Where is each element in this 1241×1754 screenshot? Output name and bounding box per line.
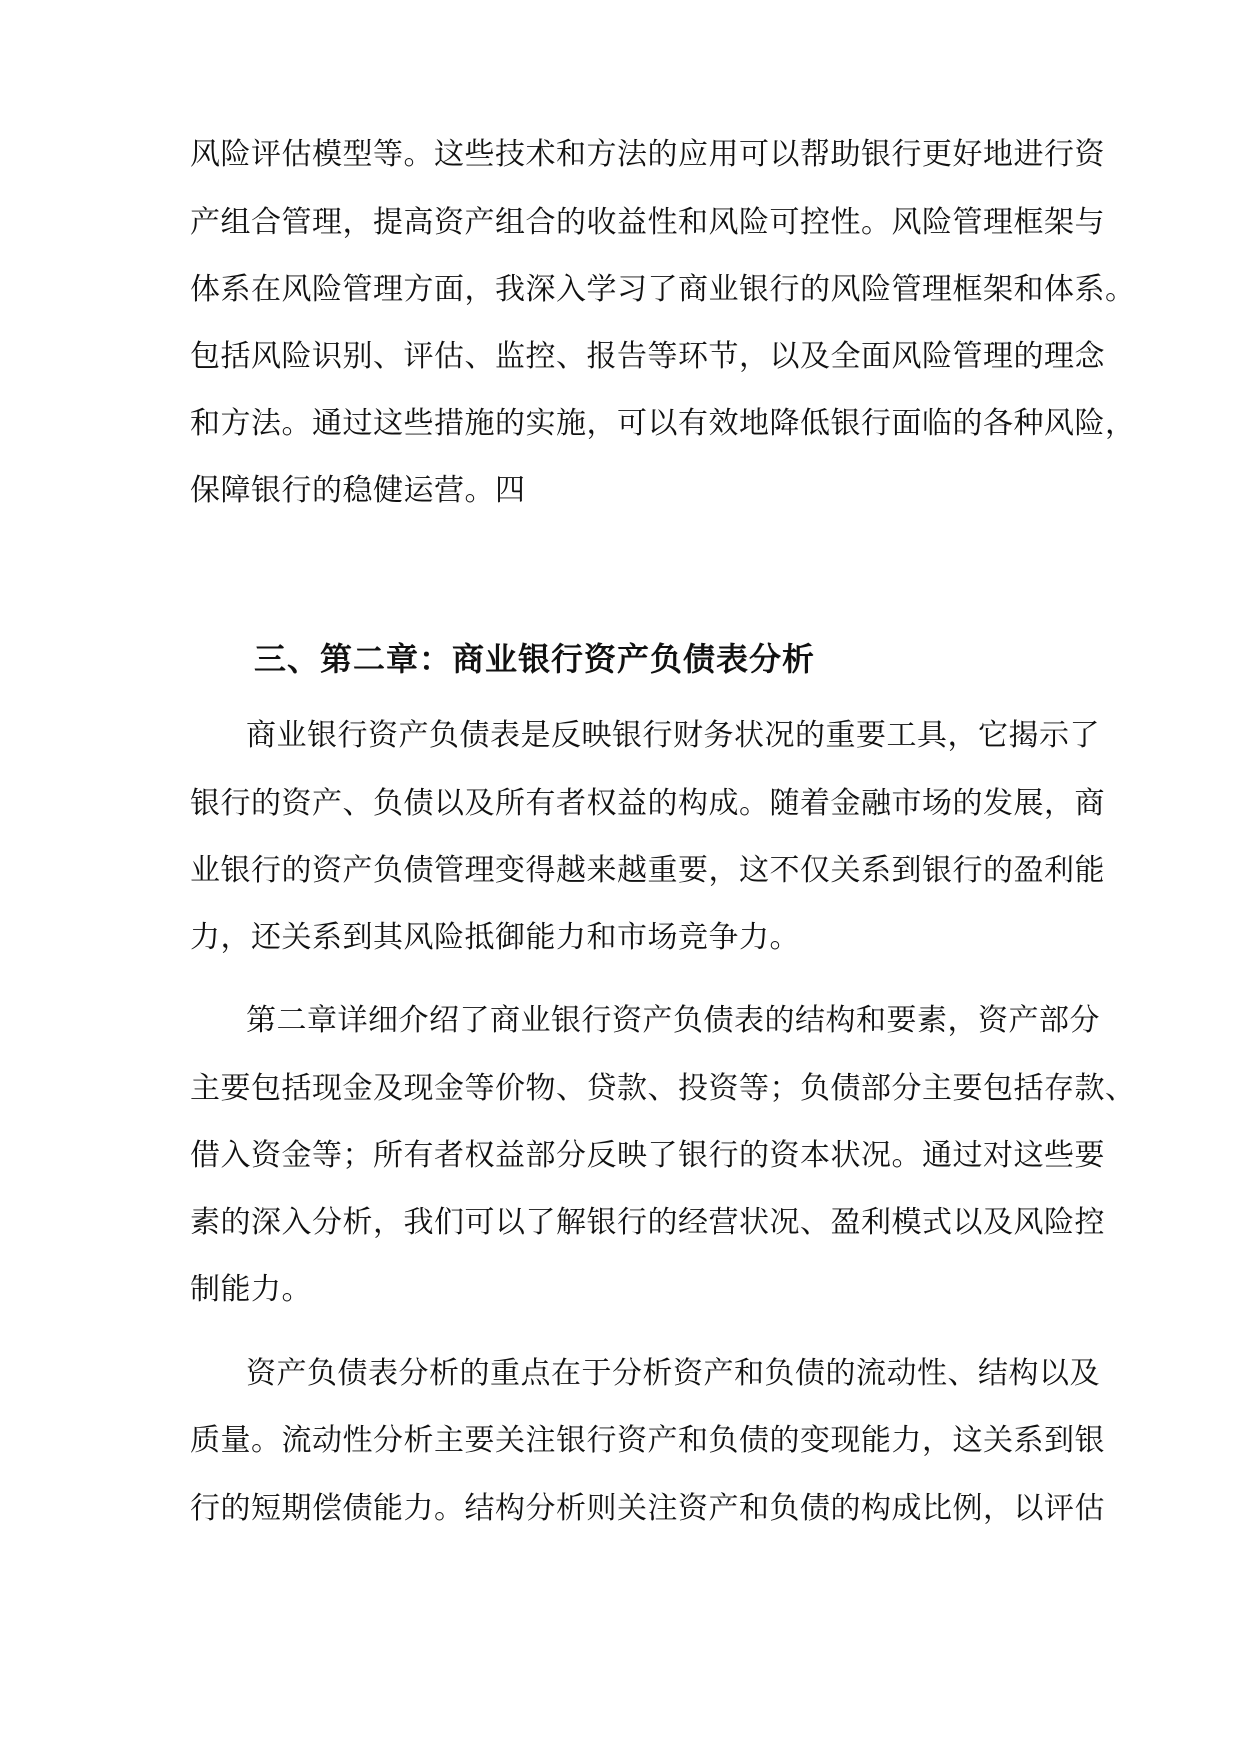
text-line: 力，还关系到其风险抵御能力和市场竞争力。 (190, 920, 800, 955)
text-line: 产组合管理，提高资产组合的收益性和风险可控性。风险管理框架与 (190, 205, 1105, 240)
text-line: 制能力。 (190, 1272, 312, 1307)
text-line: 业银行的资产负债管理变得越来越重要，这不仅关系到银行的盈利能 (190, 853, 1105, 888)
text-line: 主要包括现金及现金等价物、贷款、投资等；负债部分主要包括存款、 (190, 1071, 1136, 1106)
text-line: 体系在风险管理方面，我深入学习了商业银行的风险管理框架和体系。 (190, 272, 1136, 307)
text-line: 和方法。通过这些措施的实施，可以有效地降低银行面临的各种风险， (190, 406, 1136, 441)
text-line: 质量。流动性分析主要关注银行资产和负债的变现能力，这关系到银 (190, 1423, 1105, 1458)
text-line: 银行的资产、负债以及所有者权益的构成。随着金融市场的发展，商 (190, 786, 1105, 821)
text-line: 包括风险识别、评估、监控、报告等环节，以及全面风险管理的理念 (190, 339, 1105, 374)
section-heading: 三、第二章：商业银行资产负债表分析 (254, 640, 816, 678)
text-line: 保障银行的稳健运营。四 (190, 473, 526, 508)
text-line: 素的深入分析，我们可以了解银行的经营状况、盈利模式以及风险控 (190, 1205, 1105, 1240)
text-line: 风险评估模型等。这些技术和方法的应用可以帮助银行更好地进行资 (190, 137, 1105, 172)
text-line: 资产负债表分析的重点在于分析资产和负债的流动性、结构以及 (246, 1356, 1100, 1391)
text-line: 行的短期偿债能力。结构分析则关注资产和负债的构成比例，以评估 (190, 1491, 1105, 1526)
text-line: 商业银行资产负债表是反映银行财务状况的重要工具，它揭示了 (246, 718, 1100, 753)
text-line: 第二章详细介绍了商业银行资产负债表的结构和要素，资产部分 (246, 1003, 1100, 1038)
text-line: 借入资金等；所有者权益部分反映了银行的资本状况。通过对这些要 (190, 1138, 1105, 1173)
